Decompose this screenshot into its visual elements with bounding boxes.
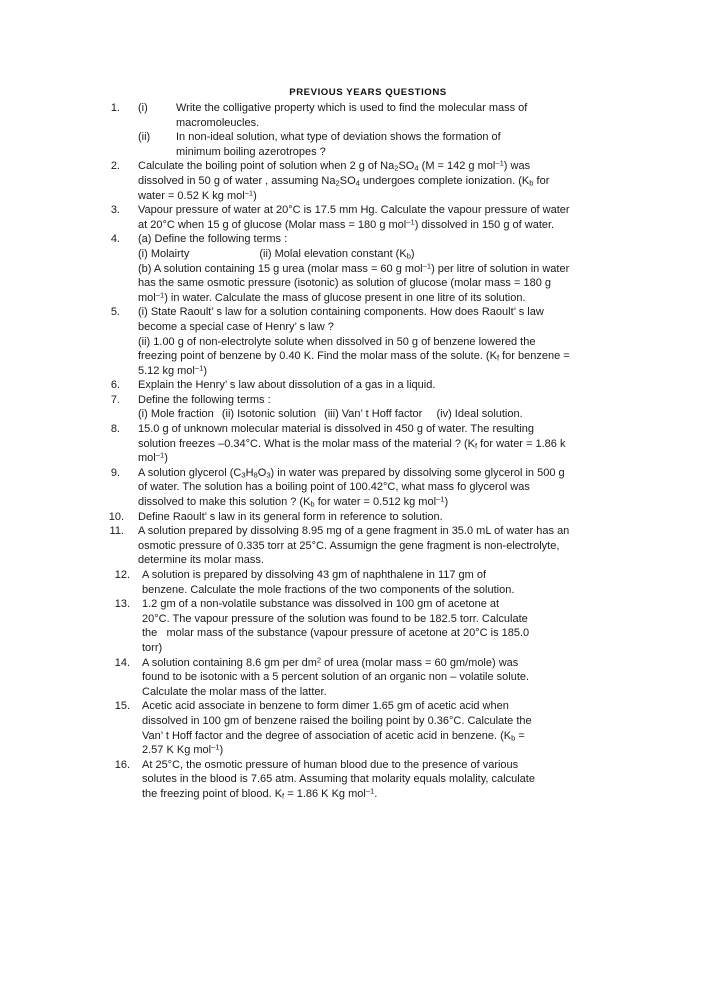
question-line: torr) — [142, 641, 163, 654]
question-number: 15. — [114, 700, 130, 713]
question-item — [110, 699, 632, 757]
question-line: found to be isotonic with a 5 percent solution of an organic non – volatile solute. — [142, 671, 530, 684]
question-number: 10. — [108, 510, 124, 523]
question-line: At 25°C, the osmotic pressure of human blood due to the presence of various — [142, 758, 519, 771]
question-line: Van’ t Hoff factor and the degree of association of acetic acid in benzene. ($K_b$ = — [142, 729, 525, 742]
question-number: 12. — [114, 569, 130, 581]
question-number: 3. — [110, 204, 120, 217]
question-item — [104, 393, 632, 422]
question-body — [142, 597, 632, 655]
question-body — [138, 159, 632, 203]
question-body — [138, 524, 632, 568]
subpart-text: macromoleucles. — [176, 116, 260, 129]
question-line: A solution glycerol $(C_3H_8O_3)$ in water was prepared by dissolving some glycerol in 500 g — [138, 466, 565, 480]
question-item — [104, 159, 632, 203]
question-line: the molar mass of the substance (vapour pressure of acetone at 20°C is 185.0 — [142, 627, 530, 640]
question-number: 1. — [110, 102, 120, 114]
question-body — [138, 232, 632, 305]
question-body — [138, 466, 632, 510]
question-number: 9. — [110, 466, 120, 479]
question-number: 4. — [110, 233, 120, 246]
subpart-text: In non-ideal solution, what type of deviation shows the formation of — [176, 131, 501, 144]
subpart-label: (ii) — [138, 131, 151, 144]
question-list — [104, 101, 632, 802]
question-line: the freezing point of blood. $K_f = 1.86$ K Kg mol$^{-1}$. — [142, 786, 378, 801]
question-line: of water. The solution has a boiling point of 100.42°C, what mass fo glycerol was — [138, 481, 530, 494]
question-body — [138, 101, 632, 159]
question-subpart — [138, 130, 632, 145]
question-number: 13. — [114, 598, 130, 611]
question-line: mol$^{-1}$) in water. Calculate the mass of glucose present in one litre of its solution. — [138, 290, 526, 304]
question-number: 8. — [110, 423, 120, 436]
question-subpart — [138, 101, 632, 116]
question-item — [104, 203, 632, 232]
question-number: 16. — [114, 758, 130, 771]
question-item — [104, 378, 632, 393]
question-number: 5. — [110, 306, 120, 319]
question-item — [104, 232, 632, 305]
question-body — [138, 203, 632, 232]
subpart-text: Write the colligative property which is used to find the molecular mass of — [176, 102, 528, 114]
question-line: dissolved in 100 gm of benzene raised the boiling point by 0.36°C. Calculate the — [142, 714, 532, 727]
question-line: determine its molar mass. — [138, 554, 264, 567]
question-line: dissolved to make this solution ? ($K_b$ for water = 0.512 kg mol$^{-1}$) — [138, 494, 449, 509]
question-line: (i) Mole fraction (ii) Isotonic solution (iii) Van’ t Hoff factor (iv) Ideal solution. — [138, 408, 523, 421]
question-body — [142, 656, 632, 700]
question-item — [104, 510, 632, 525]
question-line: benzene. Calculate the mole fractions of the two components of the solution. — [142, 583, 515, 596]
question-line: Calculate the boiling point of solution when 2 g of $Na_2SO_4$ (M = 142 g mol$^{-1}$) was — [138, 158, 531, 173]
question-line: has the same osmotic pressure (isotonic) as solution of glucose (molar mass = 180 g — [138, 277, 551, 290]
question-line: Vapour pressure of water at 20°C is 17.5 mm Hg. Calculate the vapour pressure of water — [138, 204, 570, 217]
question-item — [110, 656, 632, 700]
question-line: Define the following terms : — [138, 393, 271, 406]
question-line: (ii) 1.00 g of non-electrolyte solute when dissolved in 50 g of benzene lowered the — [138, 335, 536, 348]
question-line: Calculate the molar mass of the latter. — [142, 685, 327, 698]
subpart-text: minimum boiling azerotropes ? — [176, 145, 326, 158]
question-item — [110, 568, 632, 597]
question-line: 15.0 g of unknown molecular material is dissolved in 450 g of water. The resulting — [138, 423, 535, 436]
question-number: 14. — [114, 656, 130, 669]
question-item — [110, 758, 632, 802]
question-line: (a) Define the following terms : — [138, 233, 288, 246]
question-line: water = 0.52 K kg mol$^{-1}$) — [138, 188, 257, 202]
question-line: mol$^{-1}$) — [138, 450, 168, 465]
question-item — [104, 524, 632, 568]
question-line: A solution is prepared by dissolving 43 gm of naphthalene in 117 gm of — [142, 569, 487, 581]
question-line: Acetic acid associate in benzene to form dimer 1.65 gm of acetic acid when — [142, 700, 509, 713]
question-number: 11. — [109, 525, 124, 538]
page-title: PREVIOUS YEARS QUESTIONS — [289, 87, 447, 98]
question-line: freezing point of benzene by 0.40 K. Find the molar mass of the solute. ($K_f$ for benzene = — [138, 350, 570, 363]
question-item — [104, 101, 632, 159]
question-body — [142, 568, 632, 597]
question-line: A solution containing 8.6 gm per $dm^2$ of urea (molar mass = 60 gm/mole) was — [142, 655, 519, 669]
question-line: A solution prepared by dissolving 8.95 mg of a gene fragment in 35.0 mL of water has an — [138, 525, 570, 538]
question-number: 6. — [110, 379, 120, 392]
question-line: (i) Molairty (ii) Molal elevation constant $(K_b)$ — [138, 247, 415, 261]
question-line: 20°C. The vapour pressure of the solution was found to be 182.5 torr. Calculate — [142, 612, 528, 625]
question-line: at 20°C when 15 g of glucose (Molar mass = 180 g mol$^{-1}$) dissolved in 150 g of water. — [138, 217, 555, 231]
subpart-label: (i) — [138, 102, 148, 114]
question-body — [138, 422, 632, 466]
question-body — [138, 393, 632, 422]
document-content — [104, 86, 632, 802]
question-item — [104, 305, 632, 378]
question-line: Define Raoult’ s law in its general form in reference to solution. — [138, 510, 443, 523]
question-line: (i) State Raoult’ s law for a solution containing components. How does Raoult’ s law — [138, 306, 544, 319]
question-line: osmotic pressure of 0.335 torr at 25°C. Assumign the gene fragment is non-electrolyte, — [138, 539, 560, 552]
question-line: become a special case of Henry’ s law ? — [138, 320, 334, 333]
question-item — [110, 597, 632, 655]
question-line: solutes in the blood is 7.65 atm. Assuming that molarity equals molality, calculate — [142, 773, 535, 786]
question-item — [104, 422, 632, 466]
question-line: 2.57 K Kg mol$^{-1}$) — [142, 742, 224, 757]
question-body — [138, 378, 632, 393]
question-subpart-continuation — [138, 145, 632, 160]
question-line: (b) A solution containing 15 g urea (molar mass = 60 g mol$^{-1}$) per litre of solution in water — [138, 261, 570, 275]
question-item — [104, 466, 632, 510]
question-body — [138, 510, 632, 525]
question-body — [138, 305, 632, 378]
question-number: 2. — [110, 160, 120, 173]
question-line: 1.2 gm of a non-volatile substance was dissolved in 100 gm of acetone at — [142, 598, 500, 611]
question-line: 5.12 kg mol$^{-1}$) — [138, 363, 207, 377]
question-line: dissolved in 50 g of water , assuming $Na_2SO_4$ undergoes complete ionization. ($K_b$ for — [138, 174, 550, 188]
question-subpart-continuation — [138, 116, 632, 131]
question-body — [142, 758, 632, 802]
question-number: 7. — [110, 393, 120, 406]
question-line: solution freezes –0.34°C. What is the molar mass of the material ? ($K_f$ for water = 1.86 k — [138, 437, 566, 451]
question-body — [142, 699, 632, 757]
question-line: Explain the Henry’ s law about dissolution of a gas in a liquid. — [138, 379, 436, 392]
